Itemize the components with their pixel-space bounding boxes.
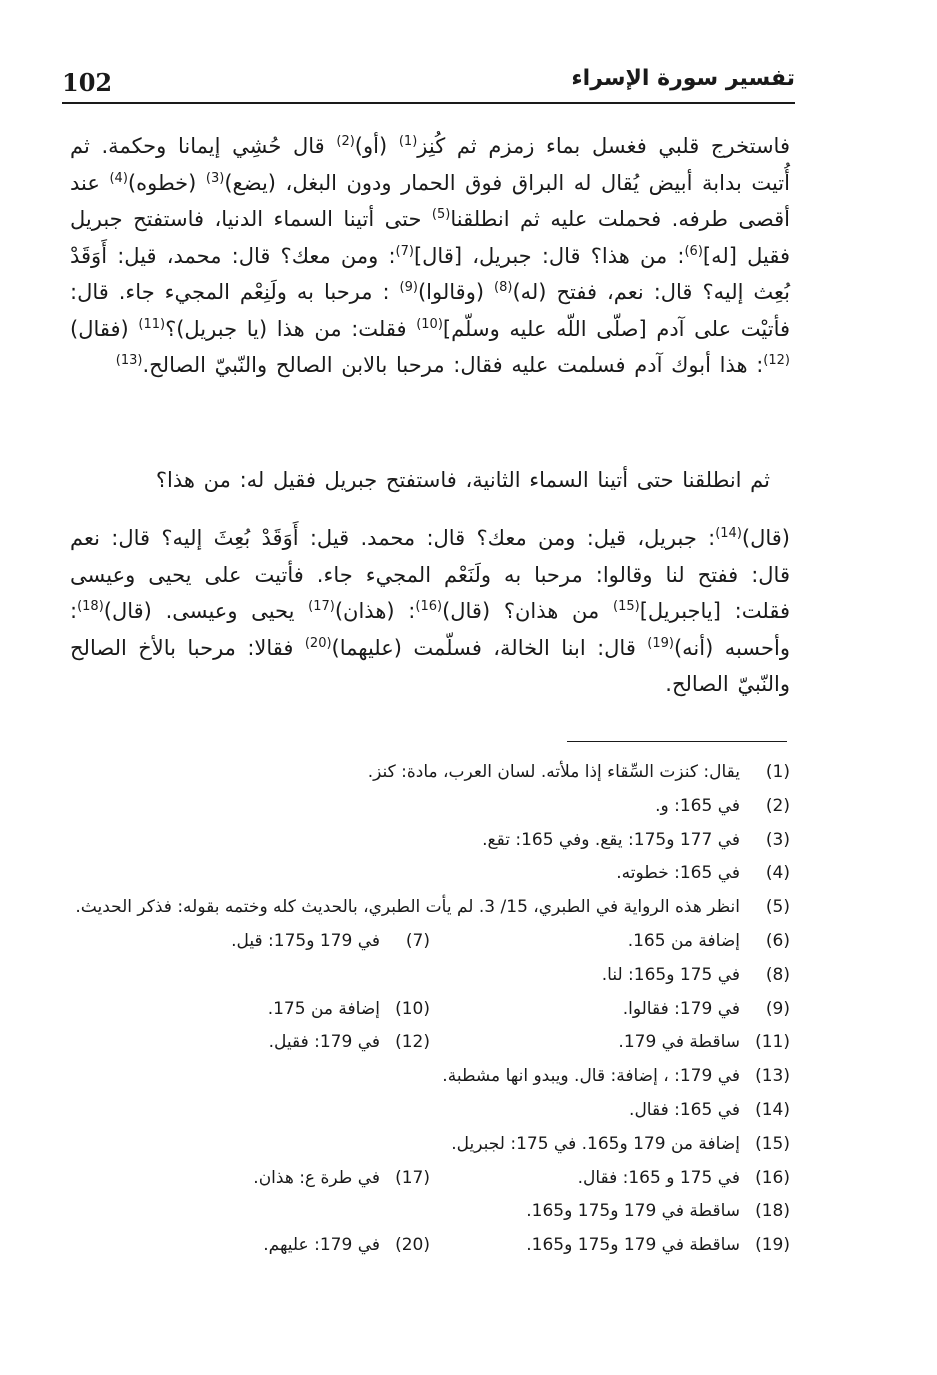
footnote-row bbox=[70, 790, 790, 824]
footnote bbox=[70, 1094, 790, 1128]
footnote-row bbox=[70, 824, 790, 858]
page-header bbox=[62, 62, 795, 104]
footnote bbox=[70, 790, 790, 824]
footnote-number: (16) bbox=[755, 1167, 790, 1188]
footnote-text: إضافة من 179 و165. في 175: لجبريل. bbox=[451, 1133, 740, 1154]
paragraph-text: : من هذا؟ قال: جبريل، [قال] bbox=[413, 243, 685, 268]
paragraph-2 bbox=[110, 462, 770, 499]
footnote-marker: (13) bbox=[115, 353, 143, 368]
paragraph-text: (فقال) bbox=[70, 316, 139, 341]
footnote bbox=[430, 1162, 790, 1196]
footnote-number: (7) bbox=[405, 930, 430, 951]
paragraph-text: : جبريل، قيل: ومن معك؟ قال: محمد. قيل: أَوَقَدْ بُعِثَ إليه؟ قال: نعم قال: ففتح لنا وقالوا: مرحبا به ولَنَعْم المجيء جاء. فأتيت على يحيى وعيسى فقلت: [ياجبريل] bbox=[70, 526, 790, 623]
footnote-marker: (10) bbox=[416, 316, 443, 332]
footnote bbox=[70, 925, 430, 959]
footnote-text: في 165: خطوته. bbox=[616, 863, 740, 884]
footnote-marker: (8) bbox=[494, 280, 513, 295]
footnote-number: (5) bbox=[765, 897, 790, 918]
footnote-text: في 179: فقالوا. bbox=[622, 998, 740, 1019]
paragraph-text: ثم انطلقنا حتى أتينا السماء الثانية، فاستفتح جبريل فقيل له: من هذا؟ bbox=[155, 468, 770, 492]
footnote-number: (14) bbox=[755, 1099, 790, 1120]
footnote bbox=[70, 959, 790, 993]
footnote-marker: (15) bbox=[612, 599, 640, 614]
footnote-text: ساقطة في 179 و175 و165. bbox=[526, 1235, 740, 1256]
footnote-marker: (17) bbox=[308, 599, 335, 614]
footnote-marker: (19) bbox=[647, 635, 674, 651]
paragraph-text: قال حُشِي إيمانا وحكمة. ثم أُتيت بدابة أبيض يُقال له البراق فوق الحمار ودون البغل، (يضع) bbox=[70, 134, 790, 195]
footnote bbox=[70, 1229, 430, 1263]
footnote-marker: (20) bbox=[304, 635, 332, 651]
footnote-marker: (2) bbox=[336, 134, 355, 149]
paragraph-text: من هذان؟ (قال) bbox=[442, 599, 613, 623]
footnote-number: (2) bbox=[765, 795, 790, 816]
footnote-row bbox=[70, 993, 790, 1027]
paragraph-text: يحيى وعيسى. (قال) bbox=[103, 599, 309, 623]
footnote-text: يقال: كنزت السِّقاء إذا ملأته. لسان العرب، مادة: كنز. bbox=[367, 762, 740, 782]
footnote-number: (13) bbox=[755, 1066, 790, 1087]
footnote-number: (18) bbox=[755, 1201, 790, 1222]
footnote-row bbox=[70, 925, 790, 959]
footnote-text: إضافة من 175. bbox=[267, 998, 380, 1019]
footnote-number: (15) bbox=[755, 1133, 790, 1154]
footnote bbox=[430, 993, 790, 1027]
footnote-marker: (7) bbox=[395, 243, 414, 259]
footnote-text: ساقطة في 179. bbox=[618, 1032, 740, 1053]
footnote-text: في 165: و. bbox=[655, 795, 740, 816]
footnote-text: في طرة ع: هذان. bbox=[253, 1167, 380, 1188]
footnote-number: (17) bbox=[395, 1167, 430, 1188]
footnote-row bbox=[70, 1094, 790, 1128]
footnote-number: (20) bbox=[395, 1235, 430, 1256]
footnote-number: (3) bbox=[765, 829, 790, 850]
footnote bbox=[70, 756, 790, 790]
footnote-marker: (5) bbox=[431, 207, 451, 222]
footnote-row bbox=[70, 1128, 790, 1162]
footnote-text: انظر هذه الرواية في الطبري، 15/ 3. لم يأت الطبري، بالحديث كله وختمه بقوله: فذكر الحديث. bbox=[75, 897, 740, 918]
paragraph-text: : ومن معك؟ قال: محمد، قيل: أَوَقَدْ بُعِث إليه؟ قال: نعم، ففتح (له) bbox=[70, 243, 790, 304]
running-title: تفسير سورة الإسراء bbox=[571, 66, 795, 91]
footnote bbox=[70, 1128, 790, 1162]
footnote-row bbox=[70, 1229, 790, 1263]
footnote-row bbox=[70, 756, 790, 790]
footnote-marker: (4) bbox=[109, 170, 128, 186]
footnote bbox=[430, 925, 790, 959]
paragraph-text: فقلت: من هذا (يا جبريل)؟ bbox=[165, 316, 417, 341]
footnote-number: (4) bbox=[765, 863, 790, 884]
footnote-text: في 175 و 165: فقال. bbox=[577, 1167, 740, 1188]
footnote-text: في 177 و175: يقع. وفي 165: تقع. bbox=[482, 829, 740, 850]
footnote-number: (6) bbox=[765, 930, 790, 951]
footnote-number: (19) bbox=[755, 1235, 790, 1256]
footnote-row bbox=[70, 1162, 790, 1196]
footnote bbox=[70, 1026, 430, 1060]
paragraph-text: (وقالوا) bbox=[417, 280, 495, 304]
footnote-number: (12) bbox=[395, 1032, 430, 1053]
footnote-marker: (11) bbox=[138, 316, 166, 332]
paragraph-text: فاستخرج قلبي فغسل بماء زمزم ثم كُنِز bbox=[417, 134, 790, 158]
footnote-text: في 165: فقال. bbox=[629, 1099, 740, 1120]
footnote-number: (1) bbox=[765, 762, 790, 782]
paragraph-text: فقالا: مرحبا بالأخ الصالح والنّبيّ الصالح. bbox=[70, 635, 790, 696]
footnote-number: (10) bbox=[395, 998, 430, 1019]
footnote-row bbox=[70, 1026, 790, 1060]
footnote-marker: (1) bbox=[398, 134, 418, 149]
paragraph-3 bbox=[70, 520, 790, 703]
paragraph-text: : وأحسبه (أنه) bbox=[70, 599, 790, 660]
paragraph-text: (خطوه) bbox=[127, 170, 206, 195]
footnote bbox=[430, 1229, 790, 1263]
footnote-divider bbox=[567, 741, 787, 742]
footnote bbox=[70, 857, 790, 891]
paragraph-text: حتى أتينا السماء الدنيا، فاستفتح جبريل فقيل [له] bbox=[70, 207, 790, 268]
footnote-number: (8) bbox=[765, 964, 790, 985]
footnote bbox=[70, 824, 790, 858]
paragraph-text: (أو) bbox=[354, 134, 399, 158]
footnote-text: في 179: فقيل. bbox=[268, 1032, 380, 1053]
footnote-marker: (6) bbox=[684, 243, 703, 259]
paragraph-text: : مرحبا به ولَنِعْم المجيء جاء. قال: فأتيْت على آدم [صلّى اللّه عليه وسلّم] bbox=[70, 280, 791, 341]
footnote bbox=[70, 1060, 790, 1094]
footnote-marker: (14) bbox=[715, 526, 742, 541]
footnote-row bbox=[70, 1060, 790, 1094]
paragraph-text: عند أقصى طرفه. فحملت عليه ثم انطلقنا bbox=[70, 170, 790, 231]
paragraph-1 bbox=[70, 128, 790, 384]
footnote-number: (9) bbox=[765, 998, 790, 1019]
page-number: 102 bbox=[62, 68, 113, 97]
footnote-row bbox=[70, 1195, 790, 1229]
footnote-marker: (18) bbox=[77, 599, 104, 614]
footnote-marker: (12) bbox=[763, 353, 790, 368]
footnote-row bbox=[70, 891, 790, 925]
footnote bbox=[70, 891, 790, 925]
footnote bbox=[430, 1026, 790, 1060]
paragraph-text: قال: ابنا الخالة، فسلّمت (عليهما) bbox=[331, 635, 648, 660]
footnote-text: في 179: ، إضافة: قال. ويبدو انها مشطبة. bbox=[442, 1066, 740, 1087]
footnote-row bbox=[70, 857, 790, 891]
footnote bbox=[70, 993, 430, 1027]
footnote bbox=[70, 1195, 790, 1229]
footnote-text: في 175 و165: لنا. bbox=[601, 964, 740, 985]
paragraph-text: (قال) bbox=[741, 526, 790, 550]
footnote-number: (11) bbox=[755, 1032, 790, 1053]
footnote-row bbox=[70, 959, 790, 993]
paragraph-text: : هذا أبوك آدم فسلمت عليه فقال: مرحبا بالابن الصالح والنّبيّ الصالح. bbox=[142, 353, 764, 377]
footnote-marker: (3) bbox=[205, 170, 225, 186]
footnote-text: في 179 و175: قيل. bbox=[231, 930, 380, 951]
footnote-text: ساقطة في 179 و175 و165. bbox=[526, 1201, 740, 1222]
footnote bbox=[70, 1162, 430, 1196]
paragraph-text: : (هذان) bbox=[334, 599, 416, 623]
footnote-marker: (9) bbox=[399, 280, 418, 295]
footnote-text: في 179: عليهم. bbox=[263, 1235, 380, 1256]
footnote-marker: (16) bbox=[415, 599, 443, 614]
footnote-text: إضافة من 165. bbox=[627, 930, 740, 951]
footnotes bbox=[70, 756, 790, 1263]
